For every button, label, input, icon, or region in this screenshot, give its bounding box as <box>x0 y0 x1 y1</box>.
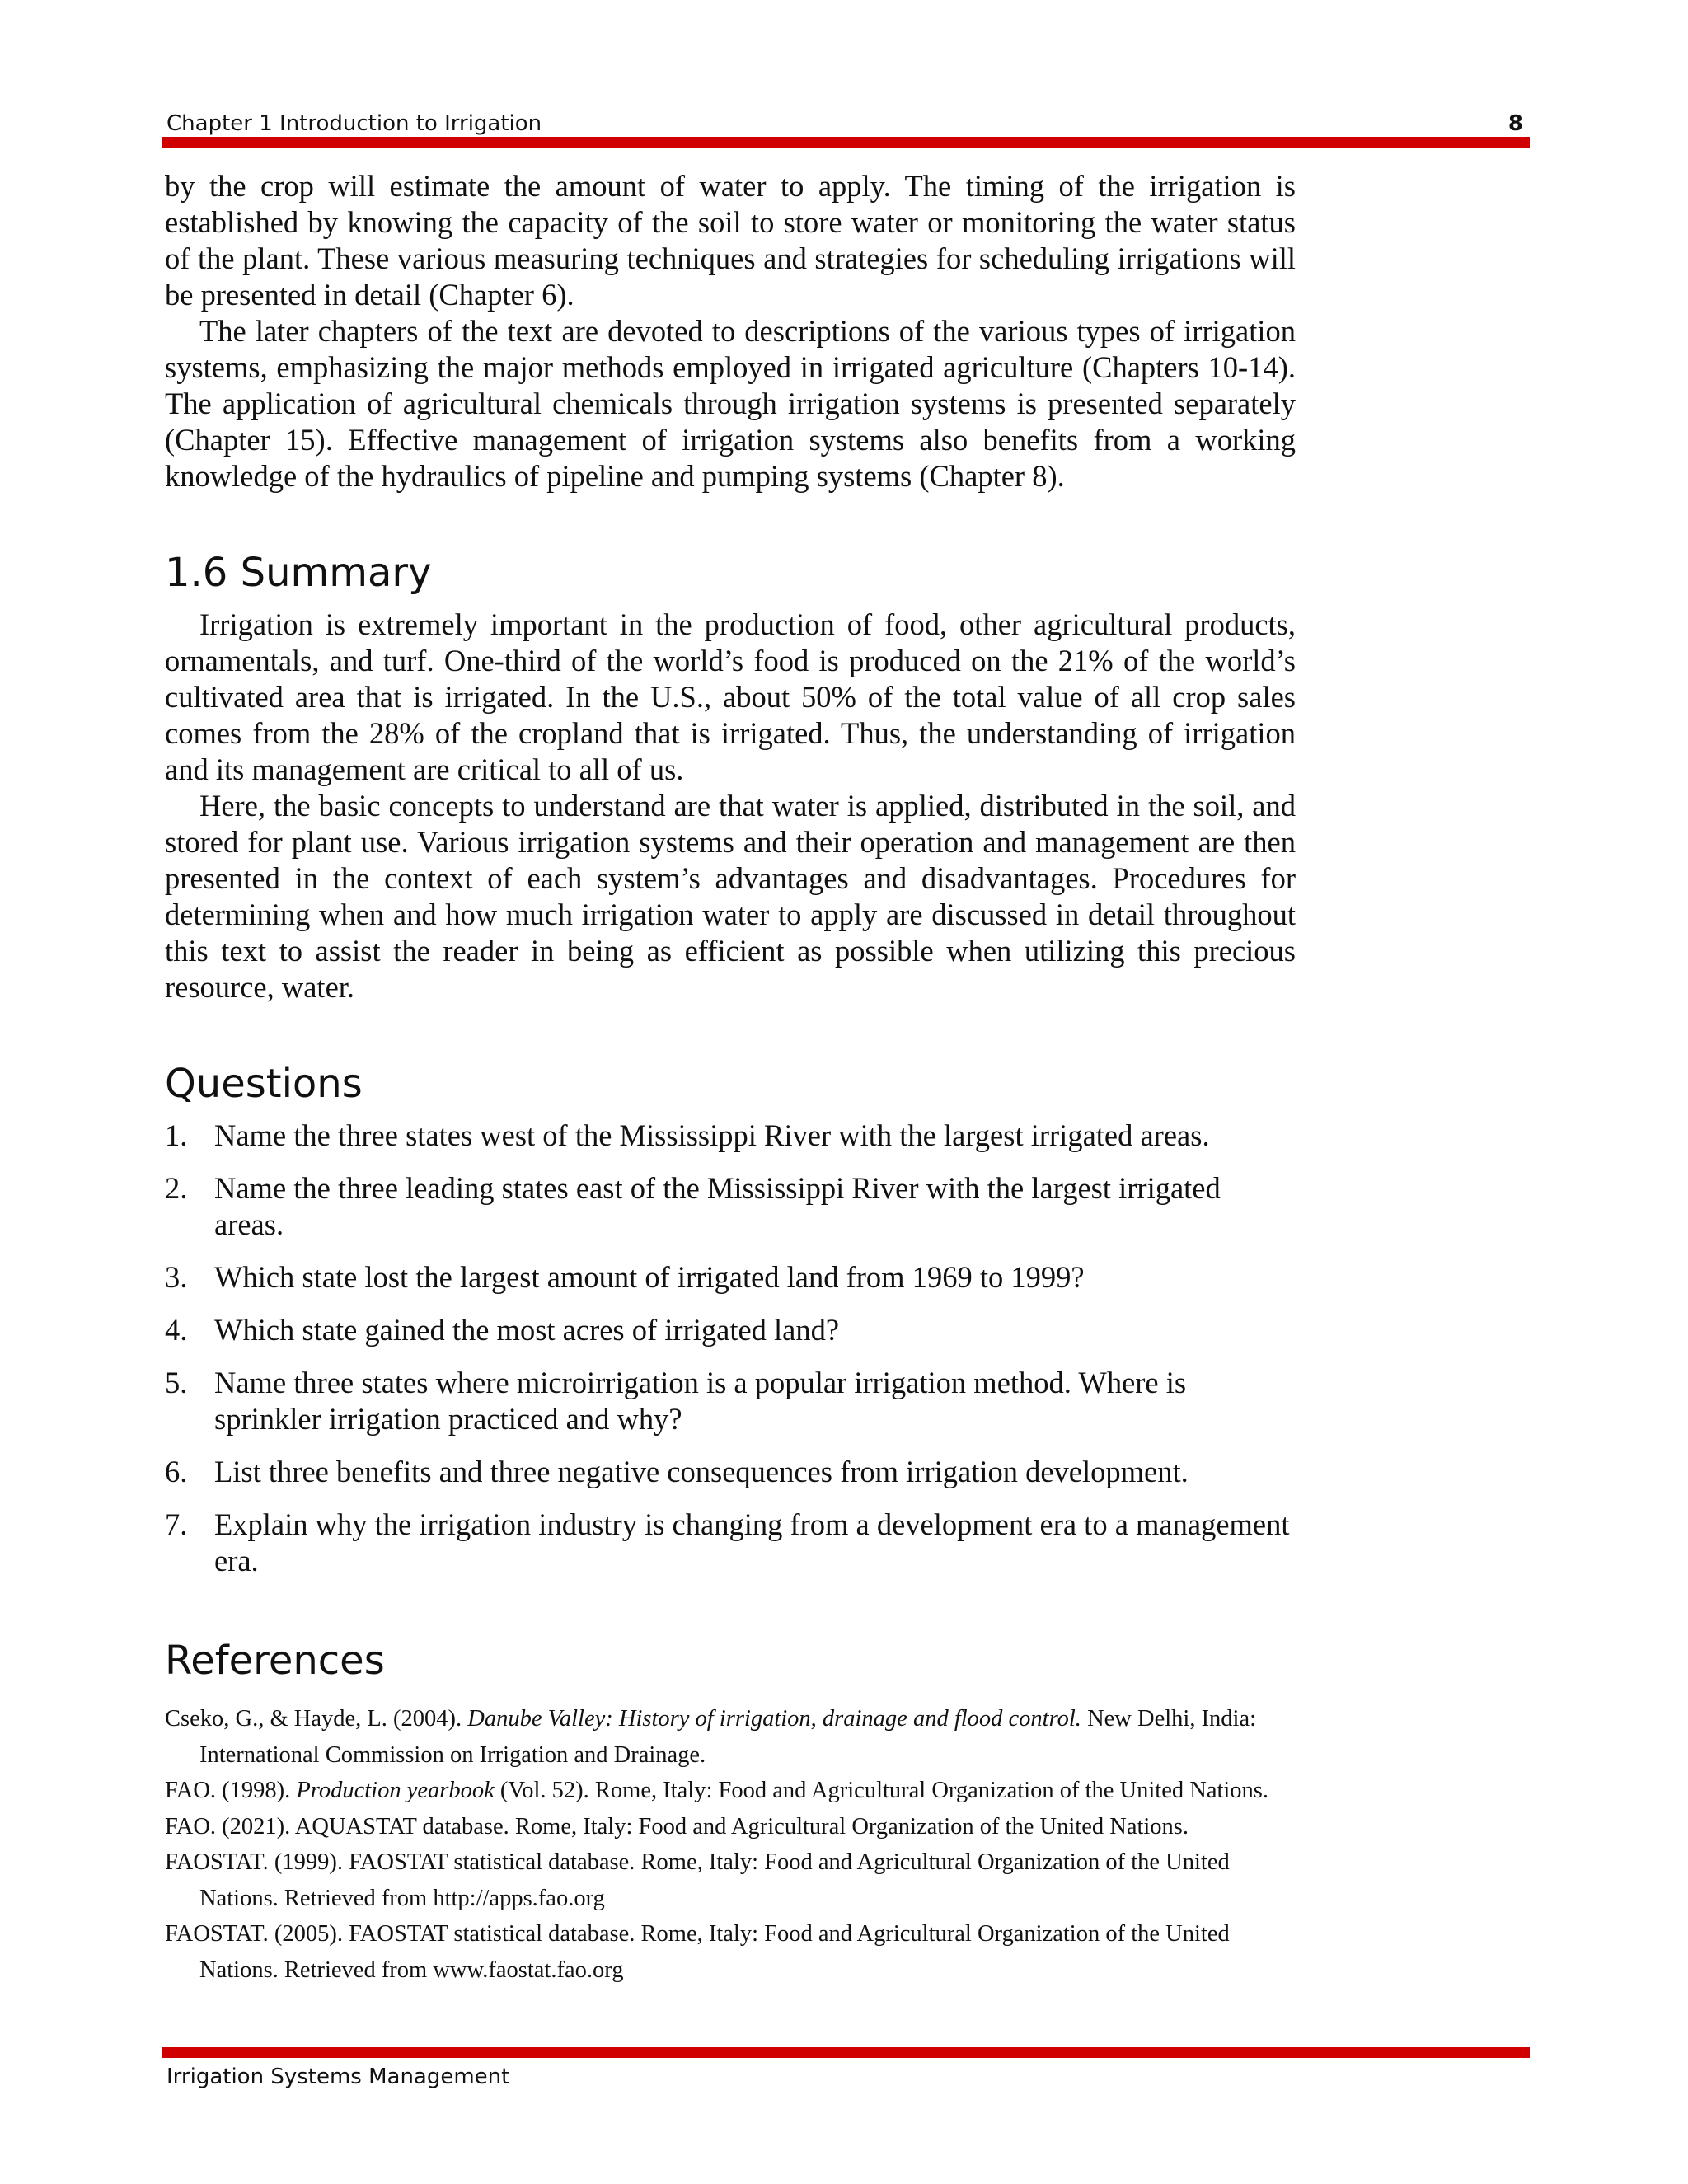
question-item <box>165 1454 1296 1490</box>
reference-entry <box>165 1844 1296 1916</box>
reference-text: FAO. (2021). AQUASTAT database. Rome, Italy: Food and Agricultural Organization of the United Nations. <box>165 1813 1189 1840</box>
question-number: 7. <box>165 1507 188 1541</box>
summary-paragraph: Irrigation is extremely important in the production of food, other agricultural products, ornamentals, and turf. One-third of the world’s food is produced on the 21% of the world’s cultivated area that is irrigated. In the U.S., about 50% of the total value of all crop sales comes from the 28% of the cropland that is irrigated. Thus, the understanding of irrigation and its management are critical to all of us. <box>165 607 1296 786</box>
summary-heading: 1.6 Summary <box>165 550 432 596</box>
chapter-title: Chapter 1 Introduction to Irrigation <box>166 111 542 136</box>
question-item <box>165 1118 1296 1154</box>
reference-text: FAOSTAT. (2005). FAOSTAT statistical database. Rome, Italy: Food and Agricultural Organization of the United Nations. Retrieved from www.faostat.fao.org <box>165 1921 1230 1983</box>
reference-entry <box>165 1809 1296 1845</box>
question-number: 1. <box>165 1118 188 1152</box>
footer-rule <box>162 2047 1530 2058</box>
questions-list <box>165 1118 1296 1579</box>
reference-entry <box>165 1773 1296 1809</box>
intro-paragraph: The later chapters of the text are devoted to descriptions of the various types of irrigation systems, emphasizing the major methods employed in irrigated agriculture (Chapters 10-14). The application of agricultural chemicals through irrigation systems is presented separately (Chapter 15). Effective management of irrigation systems also benefits from a working knowledge of the hydraulics of pipeline and pumping systems (Chapter 8). <box>165 314 1296 493</box>
reference-text: FAO. (1998). <box>165 1778 297 1803</box>
question-item <box>165 1170 1296 1243</box>
question-item <box>165 1365 1296 1437</box>
question-number: 4. <box>165 1313 188 1347</box>
references-heading: References <box>165 1638 385 1684</box>
question-item <box>165 1507 1296 1579</box>
question-text: Which state lost the largest amount of irrigated land from 1969 to 1999? <box>214 1260 1085 1294</box>
reference-title: Production yearbook <box>296 1778 495 1803</box>
reference-text: FAOSTAT. (1999). FAOSTAT statistical database. Rome, Italy: Food and Agricultural Organization of the United Nations. Retrieved from http://apps.fao.org <box>165 1849 1230 1911</box>
header-rule <box>162 137 1530 148</box>
reference-entry <box>165 1701 1296 1773</box>
reference-text: Cseko, G., & Hayde, L. (2004). <box>165 1706 468 1732</box>
question-item <box>165 1259 1296 1296</box>
reference-entry <box>165 1916 1296 1988</box>
reference-text: (Vol. 52). Rome, Italy: Food and Agricultural Organization of the United Nations. <box>494 1778 1269 1803</box>
references-list <box>165 1701 1296 1988</box>
question-text: Explain why the irrigation industry is changing from a development era to a management era. <box>214 1507 1290 1577</box>
question-text: Name three states where microirrigation is a popular irrigation method. Where is sprinkler irrigation practiced and why? <box>214 1366 1187 1436</box>
page-body <box>165 168 1296 1988</box>
book-title: Irrigation Systems Management <box>166 2064 510 2089</box>
question-text: Name the three states west of the Mississippi River with the largest irrigated areas. <box>214 1118 1210 1152</box>
running-header <box>165 109 1523 138</box>
summary-paragraph: Here, the basic concepts to understand are that water is applied, distributed in the soil, and stored for plant use. Various irrigation systems and their operation and management are then presented in the context of each system’s advantages and disadvantages. Procedures for determining when and how much irrigation water to apply are discussed in detail throughout this text to assist the reader in being as efficient as possible when utilizing this precious resource, water. <box>165 789 1296 1004</box>
question-item <box>165 1312 1296 1348</box>
question-number: 3. <box>165 1260 188 1294</box>
page-number: 8 <box>1507 111 1523 136</box>
question-number: 2. <box>165 1171 188 1205</box>
question-text: List three benefits and three negative consequences from irrigation development. <box>214 1455 1189 1488</box>
reference-title: Danube Valley: History of irrigation, drainage and flood control. <box>467 1706 1081 1732</box>
question-number: 6. <box>165 1455 188 1488</box>
questions-heading: Questions <box>165 1061 363 1107</box>
question-text: Name the three leading states east of the Mississippi River with the largest irrigated areas. <box>214 1171 1221 1241</box>
question-number: 5. <box>165 1366 188 1399</box>
reference-text: New Delhi, India: International Commission on Irrigation and Drainage. <box>199 1706 1257 1768</box>
intro-paragraph: by the crop will estimate the amount of water to apply. The timing of the irrigation is established by knowing the capacity of the soil to store water or monitoring the water status of the plant. These various measuring techniques and strategies for scheduling irrigations will be presented in detail (Chapter 6). <box>165 169 1296 312</box>
question-text: Which state gained the most acres of irrigated land? <box>214 1313 840 1347</box>
